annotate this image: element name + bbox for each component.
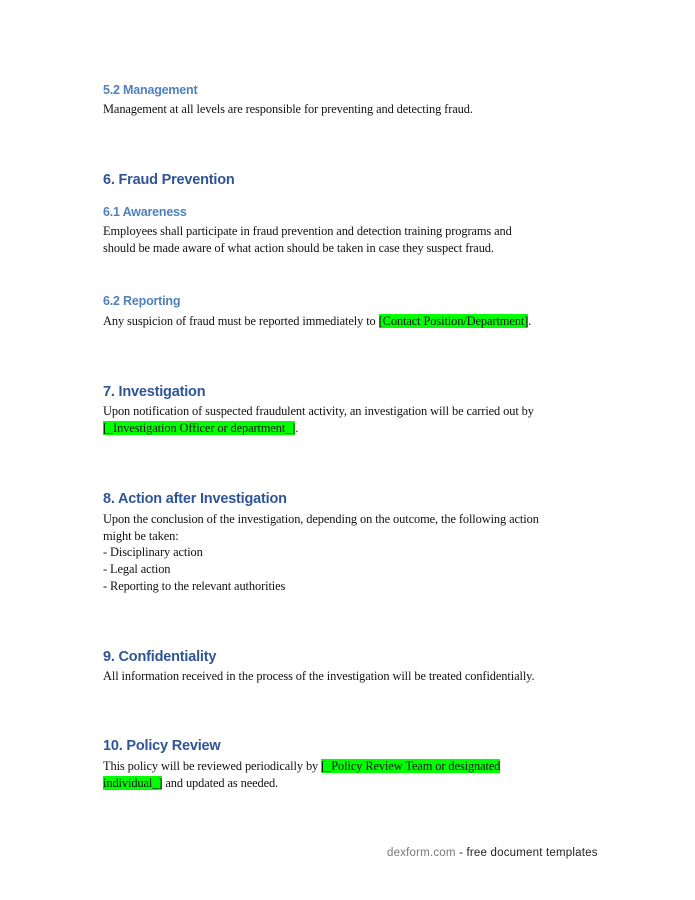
paragraph-7-line-2	[103, 421, 298, 436]
heading-6-fraud-prevention: 6. Fraud Prevention	[103, 172, 235, 188]
paragraph-8-line-2: might be taken:	[103, 529, 179, 543]
paragraph-5-2: Management at all levels are responsible for preventing and detecting fraud.	[103, 102, 473, 116]
list-item-disciplinary-action: - Disciplinary action	[103, 545, 203, 559]
placeholder-investigation-officer: [_Investigation Officer or department_]	[103, 421, 296, 435]
paragraph-9: All information received in the process of the investigation will be treated confidentially.	[103, 669, 535, 683]
heading-9-confidentiality: 9. Confidentiality	[103, 649, 217, 665]
footer	[387, 847, 598, 859]
footer-brand-link[interactable]: dexform.com	[387, 847, 456, 859]
heading-10-policy-review: 10. Policy Review	[103, 738, 221, 754]
heading-8-action-after-investigation: 8. Action after Investigation	[103, 491, 287, 507]
paragraph-10-line-1	[103, 759, 500, 774]
heading-7-investigation: 7. Investigation	[103, 384, 206, 400]
paragraph-6-2	[103, 314, 531, 329]
paragraph-6-1-line-2: should be made aware of what action should be taken in case they suspect fraud.	[103, 241, 494, 255]
paragraph-6-2-text: Any suspicion of fraud must be reported immediately to	[103, 314, 379, 328]
heading-6-1-awareness: 6.1 Awareness	[103, 205, 187, 219]
paragraph-10-ending: and updated as needed.	[162, 776, 279, 790]
list-item-legal-action: - Legal action	[103, 562, 171, 576]
placeholder-contact-position: [Contact Position/Department]	[378, 314, 529, 328]
heading-6-2-reporting: 6.2 Reporting	[103, 294, 181, 308]
paragraph-10-line-2	[103, 776, 278, 791]
heading-5-2-management: 5.2 Management	[103, 83, 198, 97]
list-item-reporting-authorities: - Reporting to the relevant authorities	[103, 579, 286, 593]
placeholder-policy-review-individual: individual_]	[103, 776, 163, 790]
paragraph-8-line-1: Upon the conclusion of the investigation, depending on the outcome, the following action	[103, 512, 539, 526]
footer-tagline: - free document templates	[455, 847, 598, 859]
paragraph-7-period: .	[295, 421, 299, 435]
paragraph-10-text: This policy will be reviewed periodically by	[103, 759, 322, 773]
paragraph-7-line-1: Upon notification of suspected fraudulent activity, an investigation will be carried out by	[103, 404, 534, 418]
placeholder-policy-review-team: [_Policy Review Team or designated	[321, 759, 501, 773]
paragraph-6-1-line-1: Employees shall participate in fraud prevention and detection training programs and	[103, 224, 512, 238]
paragraph-6-2-period: .	[528, 314, 532, 328]
